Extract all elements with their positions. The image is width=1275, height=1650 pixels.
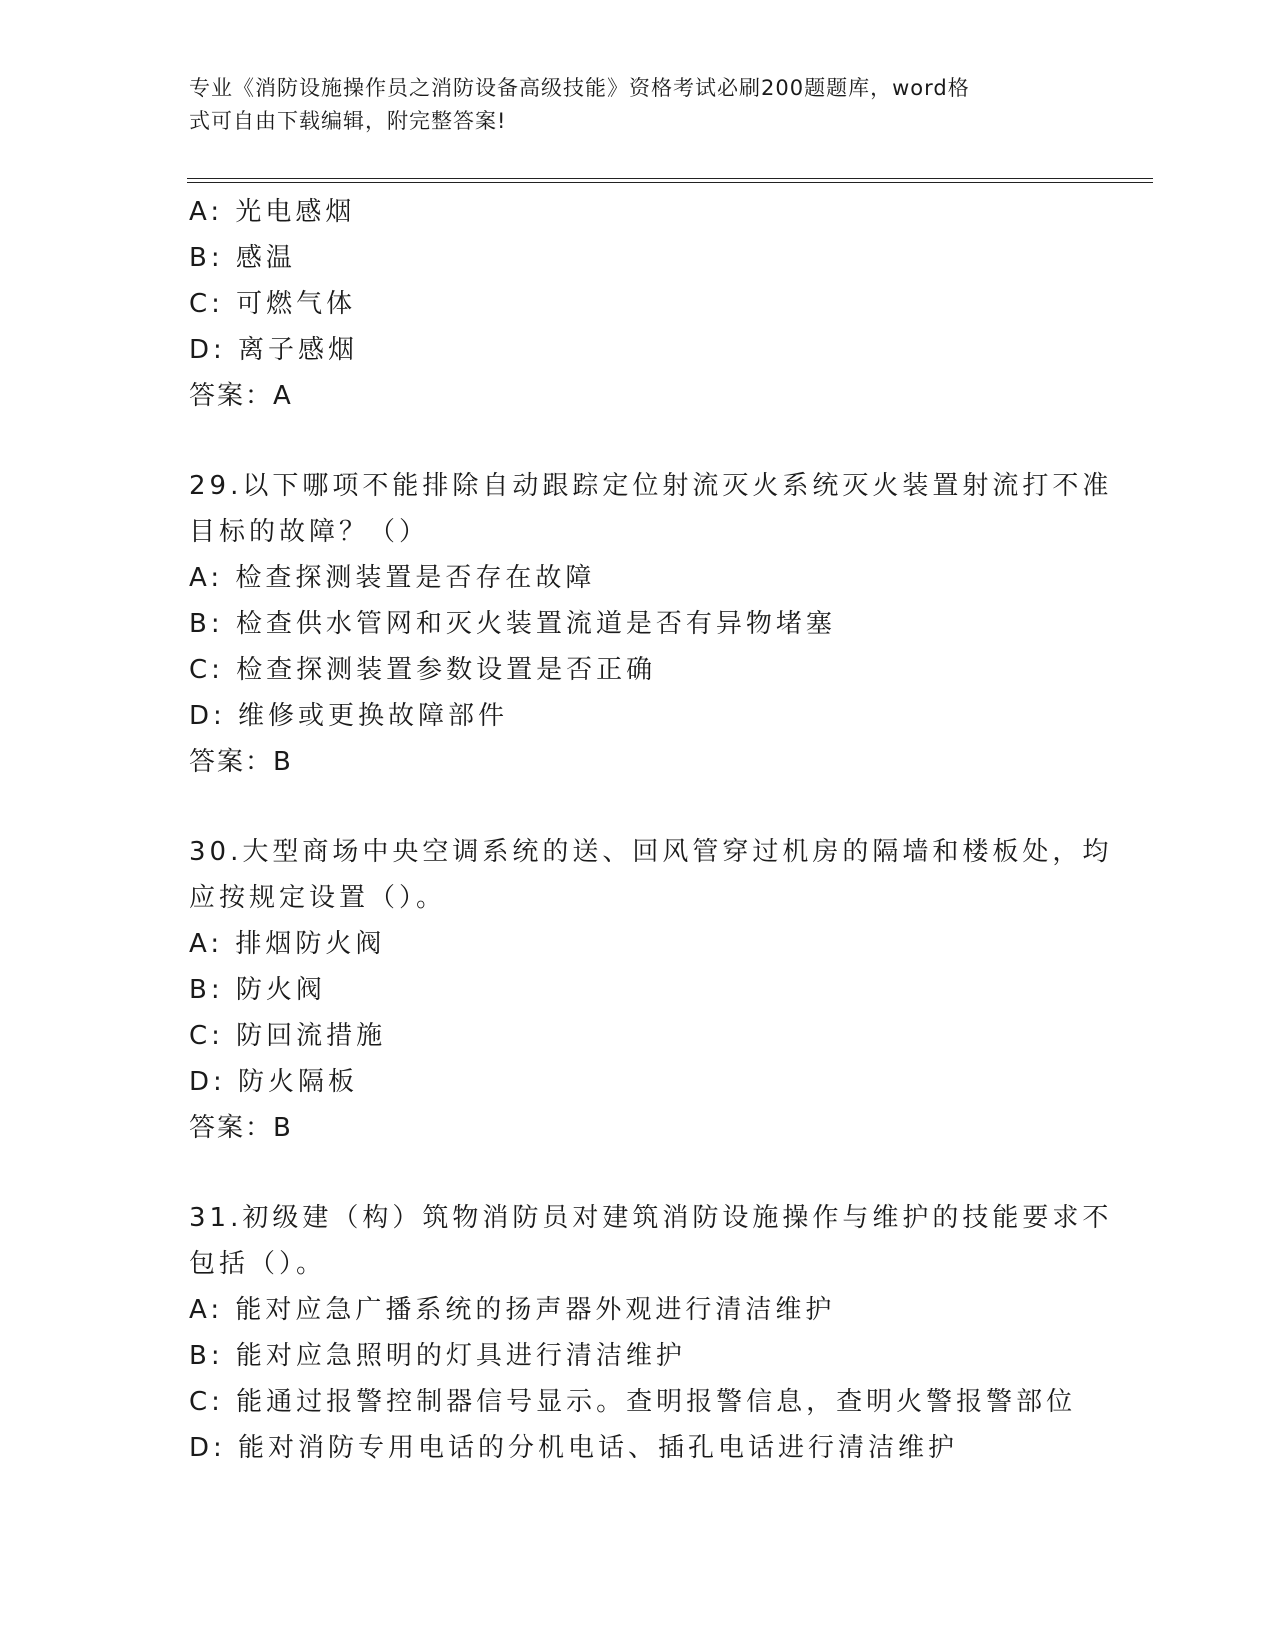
header-rule-top bbox=[187, 178, 1153, 179]
question-stem-cont: 应按规定设置（）。 bbox=[189, 883, 447, 913]
option-c: C: 防回流措施 bbox=[189, 1021, 387, 1051]
answer: 答案：B bbox=[189, 747, 293, 777]
question-28 bbox=[189, 189, 1089, 419]
question-stem-cont: 包括（）。 bbox=[189, 1249, 327, 1279]
option-a: A: 能对应急广播系统的扬声器外观进行清洁维护 bbox=[189, 1295, 836, 1325]
question-stem-cont: 目标的故障？（） bbox=[189, 517, 430, 547]
question-stem: 29.以下哪项不能排除自动跟踪定位射流灭火系统灭火装置射流打不准 bbox=[189, 471, 1113, 501]
question-list bbox=[189, 189, 1113, 1471]
page-header bbox=[189, 72, 1069, 138]
question-gap bbox=[189, 785, 1089, 829]
question-gap bbox=[189, 1151, 1089, 1195]
header-line-1: 专业《消防设施操作员之消防设备高级技能》资格考试必刷200题题库，word格 bbox=[189, 76, 970, 100]
question-29 bbox=[189, 463, 1113, 785]
question-30 bbox=[189, 829, 1113, 1151]
option-d: D: 离子感烟 bbox=[189, 335, 359, 365]
option-a: A: 排烟防火阀 bbox=[189, 929, 386, 959]
option-a: A: 检查探测装置是否存在故障 bbox=[189, 563, 596, 593]
question-31 bbox=[189, 1195, 1113, 1471]
question-stem: 30.大型商场中央空调系统的送、回风管穿过机房的隔墙和楼板处，均 bbox=[189, 837, 1113, 867]
option-b: B: 感温 bbox=[189, 243, 296, 273]
header-line-2: 式可自由下载编辑，附完整答案! bbox=[189, 109, 507, 133]
option-c: C: 检查探测装置参数设置是否正确 bbox=[189, 655, 657, 685]
option-d: D: 维修或更换故障部件 bbox=[189, 701, 509, 731]
option-c: C: 可燃气体 bbox=[189, 289, 357, 319]
option-a: A: 光电感烟 bbox=[189, 197, 356, 227]
option-b: B: 能对应急照明的灯具进行清洁维护 bbox=[189, 1341, 686, 1371]
option-c: C: 能通过报警控制器信号显示。查明报警信息，查明火警报警部位 bbox=[189, 1387, 1077, 1417]
option-d: D: 能对消防专用电话的分机电话、插孔电话进行清洁维护 bbox=[189, 1433, 959, 1463]
answer: 答案：A bbox=[189, 381, 293, 411]
question-stem: 31.初级建（构）筑物消防员对建筑消防设施操作与维护的技能要求不 bbox=[189, 1203, 1113, 1233]
answer: 答案：B bbox=[189, 1113, 293, 1143]
option-b: B: 检查供水管网和灭火装置流道是否有异物堵塞 bbox=[189, 609, 836, 639]
question-gap bbox=[189, 419, 1089, 463]
header-rule-bottom bbox=[187, 182, 1153, 183]
option-b: B: 防火阀 bbox=[189, 975, 326, 1005]
option-d: D: 防火隔板 bbox=[189, 1067, 359, 1097]
